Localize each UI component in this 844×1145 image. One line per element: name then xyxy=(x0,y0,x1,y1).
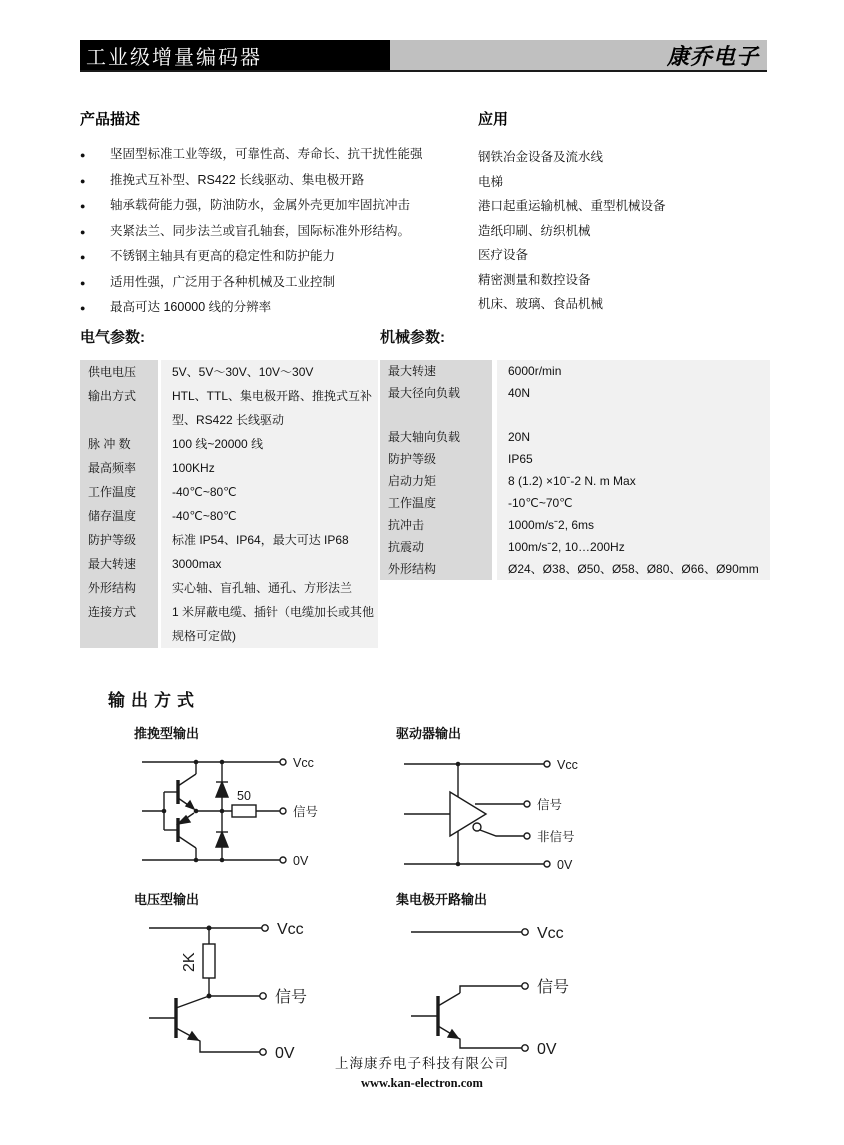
param-value: 5V、5V～30V、10V～30V xyxy=(161,360,378,384)
table-row xyxy=(80,576,378,600)
diagram-title: 电压型输出 xyxy=(134,892,200,907)
param-value: 6000r/min xyxy=(497,360,770,382)
bullet-icon: ● xyxy=(80,226,86,237)
param-value: 3000max xyxy=(161,552,378,576)
application-item: 港口起重运输机械、重型机械设备 xyxy=(478,199,666,213)
signal-label: 信号 xyxy=(275,989,308,1006)
diagram-title: 驱动器输出 xyxy=(396,726,462,741)
product-bullet-list xyxy=(80,142,476,321)
param-value: HTL、TTL、集电极开路、推挽式互补型、RS422 长线驱动 xyxy=(161,384,378,432)
table-row xyxy=(80,552,378,576)
bullet-item xyxy=(80,295,476,321)
bullet-item xyxy=(80,219,476,245)
mechanical-parameters xyxy=(380,326,770,648)
param-label: 输出方式 xyxy=(80,384,158,432)
signal-label: 信号 xyxy=(293,805,319,819)
param-label: 脉 冲 数 xyxy=(80,432,158,456)
param-value: 标准 IP54、IP64，最大可达 IP68 xyxy=(161,528,378,552)
bullet-text: 不锈钢主轴具有更高的稳定性和防护能力 xyxy=(110,249,336,263)
bullet-icon: ● xyxy=(80,175,86,186)
company-name: 上海康乔电子科技有限公司 xyxy=(335,1056,509,1071)
parameters-section xyxy=(80,326,770,648)
bullet-text: 坚固型标准工业等级，可靠性高、寿命长、抗干扰性能强 xyxy=(110,147,423,161)
param-value: 20N xyxy=(497,426,770,448)
param-value: IP65 xyxy=(497,448,770,470)
application-item: 造纸印刷、纺织机械 xyxy=(478,223,591,238)
table-row xyxy=(380,492,770,514)
param-label: 供电电压 xyxy=(80,360,158,384)
bullet-item xyxy=(80,193,476,219)
param-label: 防护等级 xyxy=(80,528,158,552)
applications-list xyxy=(478,145,778,317)
param-label: 工作温度 xyxy=(380,492,492,514)
gnd-label: 0V xyxy=(537,1041,557,1058)
table-row xyxy=(380,470,770,492)
header-title-bar xyxy=(80,40,390,70)
driver-output-diagram xyxy=(370,723,632,879)
page-title: 工业级增量编码器 xyxy=(86,46,262,69)
param-value: -40℃~80℃ xyxy=(161,480,378,504)
param-value: 100KHz xyxy=(161,456,378,480)
push-pull-output-diagram xyxy=(108,723,370,879)
param-label: 启动力矩 xyxy=(380,470,492,492)
param-value: 8 (1.2) ×10ˉ-2 N. m Max xyxy=(497,470,770,492)
table-row xyxy=(380,448,770,470)
bullet-item xyxy=(80,142,476,168)
page-footer xyxy=(0,1052,844,1091)
resistor-value-label: 2K xyxy=(181,952,198,972)
table-row xyxy=(380,404,770,426)
resistor-value-label: 50 xyxy=(237,789,251,803)
param-label: 最大转速 xyxy=(80,552,158,576)
vcc-label: Vcc xyxy=(557,758,578,772)
table-row xyxy=(80,432,378,456)
param-label: 连接方式 xyxy=(80,600,158,648)
param-label: 最高频率 xyxy=(80,456,158,480)
param-label: 最大径向负载 xyxy=(380,382,492,404)
param-label: 抗震动 xyxy=(380,536,492,558)
mechanical-parameters-table xyxy=(380,360,770,580)
applications-section xyxy=(478,108,778,317)
application-item: 电梯 xyxy=(478,174,504,189)
application-item: 钢铁冶金设备及流水线 xyxy=(478,150,604,164)
product-description-heading: 产品描述 xyxy=(80,111,141,128)
bullet-text: 夹紧法兰、同步法兰或盲孔轴套，国际标准外形结构。 xyxy=(110,223,411,238)
param-value: 100 线~20000 线 xyxy=(161,432,378,456)
open-collector-output-diagram xyxy=(370,889,632,1070)
param-value: 100m/sˉ2, 10…200Hz xyxy=(497,536,770,558)
table-row xyxy=(80,360,378,384)
param-label: 最大轴向负载 xyxy=(380,426,492,448)
electrical-parameters-heading: 电气参数: xyxy=(80,329,145,346)
voltage-output-diagram xyxy=(108,889,370,1070)
brand-name: 康乔电子 xyxy=(666,43,759,69)
param-label xyxy=(380,404,492,426)
param-value: -10℃~70℃ xyxy=(497,492,770,514)
website-url: www.kan-electron.com xyxy=(361,1076,483,1090)
bullet-text: 推挽式互补型、RS422 长线驱动、集电极开路 xyxy=(110,172,365,187)
table-row xyxy=(80,480,378,504)
bullet-item xyxy=(80,168,476,194)
diagram-title: 推挽型输出 xyxy=(134,726,200,741)
param-label: 储存温度 xyxy=(80,504,158,528)
mechanical-parameters-heading: 机械参数: xyxy=(380,329,445,346)
table-row xyxy=(80,456,378,480)
header-brand-bar xyxy=(390,40,767,70)
open-collector-circuit-drawing xyxy=(396,910,611,1070)
product-description-section xyxy=(80,108,476,321)
table-row xyxy=(380,536,770,558)
application-item: 机床、玻璃、食品机械 xyxy=(478,297,604,311)
param-label: 抗冲击 xyxy=(380,514,492,536)
param-value: 实心轴、盲孔轴、通孔、方形法兰 xyxy=(161,576,378,600)
table-row xyxy=(80,600,378,648)
bullet-item xyxy=(80,270,476,296)
driver-circuit-drawing xyxy=(396,744,611,879)
electrical-parameters-table xyxy=(80,360,378,648)
inverted-signal-label: 非信号 xyxy=(537,830,575,844)
param-value: 1 米屏蔽电缆、插针（电缆加长或其他规格可定做) xyxy=(161,600,378,648)
diagram-title: 集电极开路输出 xyxy=(396,892,488,907)
param-value: 1000m/sˉ2, 6ms xyxy=(497,514,770,536)
table-row xyxy=(380,382,770,404)
signal-label: 信号 xyxy=(537,979,570,996)
application-item: 医疗设备 xyxy=(478,248,529,262)
bullet-icon: ● xyxy=(80,277,86,288)
param-label: 最大转速 xyxy=(380,360,492,382)
param-value: 40N xyxy=(497,382,770,404)
gnd-label: 0V xyxy=(557,858,573,872)
applications-heading: 应用 xyxy=(478,111,509,128)
voltage-circuit-drawing xyxy=(134,910,349,1070)
gnd-label: 0V xyxy=(275,1045,295,1062)
table-row xyxy=(80,528,378,552)
table-row xyxy=(380,558,770,580)
param-label: 外形结构 xyxy=(80,576,158,600)
bullet-text: 最高可达 160000 线的分辨率 xyxy=(110,300,272,314)
bullet-icon: ● xyxy=(80,252,86,262)
table-row xyxy=(380,360,770,382)
param-label: 外形结构 xyxy=(380,558,492,580)
table-row xyxy=(380,514,770,536)
bullet-item xyxy=(80,244,476,270)
bullet-icon: ● xyxy=(80,150,86,160)
table-row xyxy=(380,426,770,448)
bullet-text: 轴承载荷能力强，防油防水，金属外壳更加牢固抗冲击 xyxy=(110,198,411,212)
bullet-text: 适用性强，广泛用于各种机械及工业控制 xyxy=(110,274,336,289)
param-value: -40℃~80℃ xyxy=(161,504,378,528)
vcc-label: Vcc xyxy=(293,756,314,770)
bullet-icon: ● xyxy=(80,303,86,313)
table-row xyxy=(80,384,378,432)
output-modes-section xyxy=(108,686,668,1070)
electrical-parameters xyxy=(80,326,378,648)
application-item: 精密测量和数控设备 xyxy=(478,272,591,287)
vcc-label: Vcc xyxy=(277,921,304,938)
gnd-label: 0V xyxy=(293,854,309,868)
bullet-icon: ● xyxy=(80,201,86,211)
vcc-label: Vcc xyxy=(537,925,564,942)
param-value xyxy=(497,404,770,426)
signal-label: 信号 xyxy=(537,798,563,812)
param-value: Ø24、Ø38、Ø50、Ø58、Ø80、Ø66、Ø90mm xyxy=(497,558,770,580)
page-header xyxy=(80,40,767,72)
param-label: 防护等级 xyxy=(380,448,492,470)
push-pull-circuit-drawing xyxy=(134,744,349,879)
table-row xyxy=(80,504,378,528)
output-modes-heading: 输出方式 xyxy=(108,691,200,710)
circuit-diagram-grid xyxy=(108,723,668,1070)
param-label: 工作温度 xyxy=(80,480,158,504)
